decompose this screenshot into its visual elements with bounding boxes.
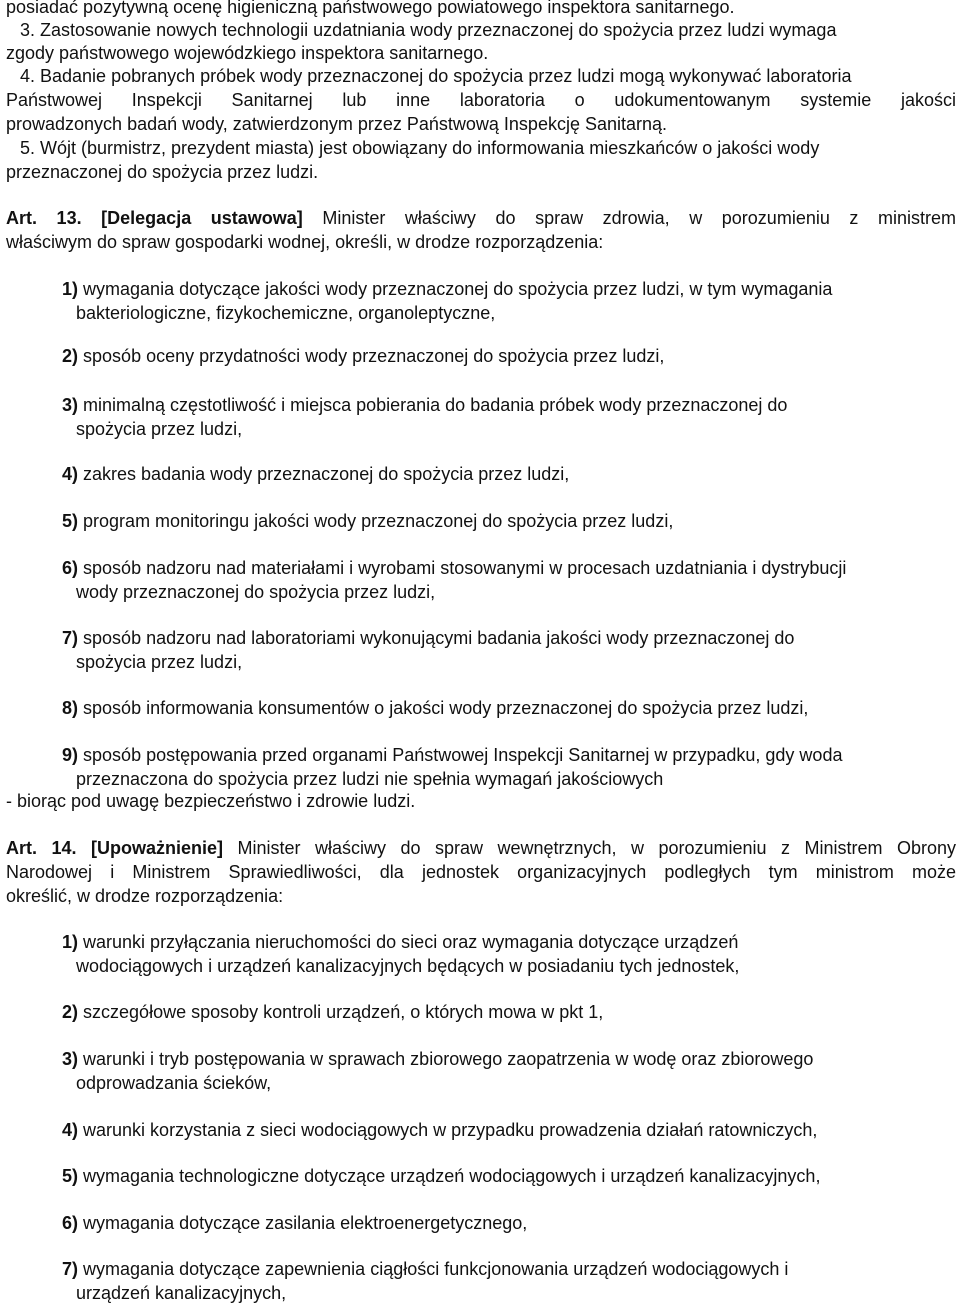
list-item <box>62 1001 956 1025</box>
item-text-cont: spożycia przez ludzi, <box>76 418 243 439</box>
paragraph-line: 3. Zastosowanie nowych technologii uzdatniania wody przeznaczonej do spożycia przez ludzi wymaga <box>20 20 837 40</box>
paragraph-line: 4. Badanie pobranych próbek wody przeznaczonej do spożycia przez ludzi mogą wykonywać laboratoria <box>20 66 852 86</box>
article-intro-text: Minister właściwy do spraw wewnętrznych, w porozumieniu z Ministrem Obrony <box>237 838 956 858</box>
item-number: 4) <box>62 464 79 484</box>
item-text-cont: wody przeznaczonej do spożycia przez ludzi, <box>76 581 436 602</box>
list-item <box>62 394 956 441</box>
item-text: warunki i tryb postępowania w sprawach zbiorowego zaopatrzenia w wodę oraz zbiorowego <box>83 1049 814 1069</box>
paragraph-line: przeznaczonej do spożycia przez ludzi. <box>6 162 319 182</box>
article-title: [Upoważnienie] <box>90 838 223 858</box>
article-13-intro <box>6 207 956 231</box>
closing-line: - biorąc pod uwagę bezpieczeństwo i zdrowie ludzi. <box>6 791 416 811</box>
paragraph-line: 5. Wójt (burmistrz, prezydent miasta) jest obowiązany do informowania mieszkańców o jakości wody <box>20 138 820 158</box>
item-text: zakres badania wody przeznaczonej do spożycia przez ludzi, <box>83 464 570 484</box>
item-text-cont: bakteriologiczne, fizykochemiczne, organoleptyczne, <box>76 302 496 323</box>
item-number: 5) <box>62 1166 79 1186</box>
item-number: 5) <box>62 511 79 531</box>
item-number: 8) <box>62 698 79 718</box>
paragraph-line: zgody państwowego wojewódzkiego inspektora sanitarnego. <box>6 43 489 63</box>
article-intro-text: Minister właściwy do spraw zdrowia, w porozumieniu z ministrem <box>322 208 956 228</box>
list-item <box>62 345 956 369</box>
article-title: [Delegacja ustawowa] <box>101 208 303 228</box>
item-text-cont: spożycia przez ludzi, <box>76 651 243 672</box>
list-item <box>62 1119 956 1143</box>
item-number: 2) <box>62 1002 79 1022</box>
paragraph-line: Państwowej Inspekcji Sanitarnej lub inne laboratoria o udokumentowanym systemie jakości <box>6 90 956 110</box>
article-14-intro-cont: określić, w drodze rozporządzenia: <box>6 886 284 906</box>
article-13-intro-cont: właściwym do spraw gospodarki wodnej, określi, w drodze rozporządzenia: <box>6 232 604 252</box>
item-number: 4) <box>62 1120 79 1140</box>
item-text: wymagania technologiczne dotyczące urządzeń wodociągowych i urządzeń kanalizacyjnych, <box>83 1166 821 1186</box>
item-text-cont: odprowadzania ścieków, <box>76 1072 272 1093</box>
item-text-cont: przeznaczona do spożycia przez ludzi nie spełnia wymagań jakościowych <box>76 768 664 789</box>
item-number: 3) <box>62 395 79 415</box>
item-number: 1) <box>62 932 79 952</box>
list-item <box>62 744 956 791</box>
item-number: 3) <box>62 1049 79 1069</box>
item-text: wymagania dotyczące jakości wody przeznaczonej do spożycia przez ludzi, w tym wymagania <box>83 279 833 299</box>
item-text: sposób nadzoru nad laboratoriami wykonującymi badania jakości wody przeznaczonej do <box>83 628 795 648</box>
article-label: Art. 14. <box>6 838 77 858</box>
item-text: wymagania dotyczące zasilania elektroenergetycznego, <box>83 1213 528 1233</box>
item-number: 9) <box>62 745 79 765</box>
paragraph-line: posiadać pozytywną ocenę higieniczną państwowego powiatowego inspektora sanitarnego. <box>6 0 735 17</box>
item-number: 2) <box>62 346 79 366</box>
item-number: 6) <box>62 558 79 578</box>
item-text-cont: wodociągowych i urządzeń kanalizacyjnych będących w posiadaniu tych jednostek, <box>76 955 740 976</box>
list-item <box>62 1048 956 1095</box>
item-text: szczegółowe sposoby kontroli urządzeń, o których mowa w pkt 1, <box>83 1002 604 1022</box>
list-item <box>62 931 956 978</box>
paragraph-line: prowadzonych badań wody, zatwierdzonym przez Państwową Inspekcję Sanitarną. <box>6 114 668 134</box>
list-item <box>62 627 956 674</box>
item-text: warunki przyłączania nieruchomości do sieci oraz wymagania dotyczące urządzeń <box>83 932 739 952</box>
article-14-intro-cont: Narodowej i Ministrem Sprawiedliwości, dla jednostek organizacyjnych podległych tym ministrom może <box>6 862 956 882</box>
item-text: sposób postępowania przed organami Państwowej Inspekcji Sanitarnej w przypadku, gdy woda <box>83 745 843 765</box>
item-text: warunki korzystania z sieci wodociągowych w przypadku prowadzenia działań ratowniczych, <box>83 1120 818 1140</box>
list-item <box>62 510 956 534</box>
item-text: sposób informowania konsumentów o jakości wody przeznaczonej do spożycia przez ludzi, <box>83 698 809 718</box>
article-label: Art. 13. <box>6 208 82 228</box>
item-text: minimalną częstotliwość i miejsca pobierania do badania próbek wody przeznaczonej do <box>83 395 788 415</box>
item-text-cont: urządzeń kanalizacyjnych, <box>76 1282 287 1303</box>
list-item <box>62 1212 956 1236</box>
article-14-intro <box>6 837 956 861</box>
item-number: 7) <box>62 1259 79 1279</box>
item-number: 1) <box>62 279 79 299</box>
item-text: wymagania dotyczące zapewnienia ciągłości funkcjonowania urządzeń wodociągowych i <box>83 1259 789 1279</box>
list-item <box>62 278 956 325</box>
list-item <box>62 697 956 721</box>
item-text: program monitoringu jakości wody przeznaczonej do spożycia przez ludzi, <box>83 511 674 531</box>
item-text: sposób nadzoru nad materiałami i wyrobami stosowanymi w procesach uzdatniania i dystrybucji <box>83 558 847 578</box>
item-number: 6) <box>62 1213 79 1233</box>
item-text: sposób oceny przydatności wody przeznaczonej do spożycia przez ludzi, <box>83 346 665 366</box>
list-item <box>62 557 956 604</box>
item-number: 7) <box>62 628 79 648</box>
list-item <box>62 1165 956 1189</box>
list-item <box>62 1258 956 1305</box>
list-item <box>62 463 956 487</box>
